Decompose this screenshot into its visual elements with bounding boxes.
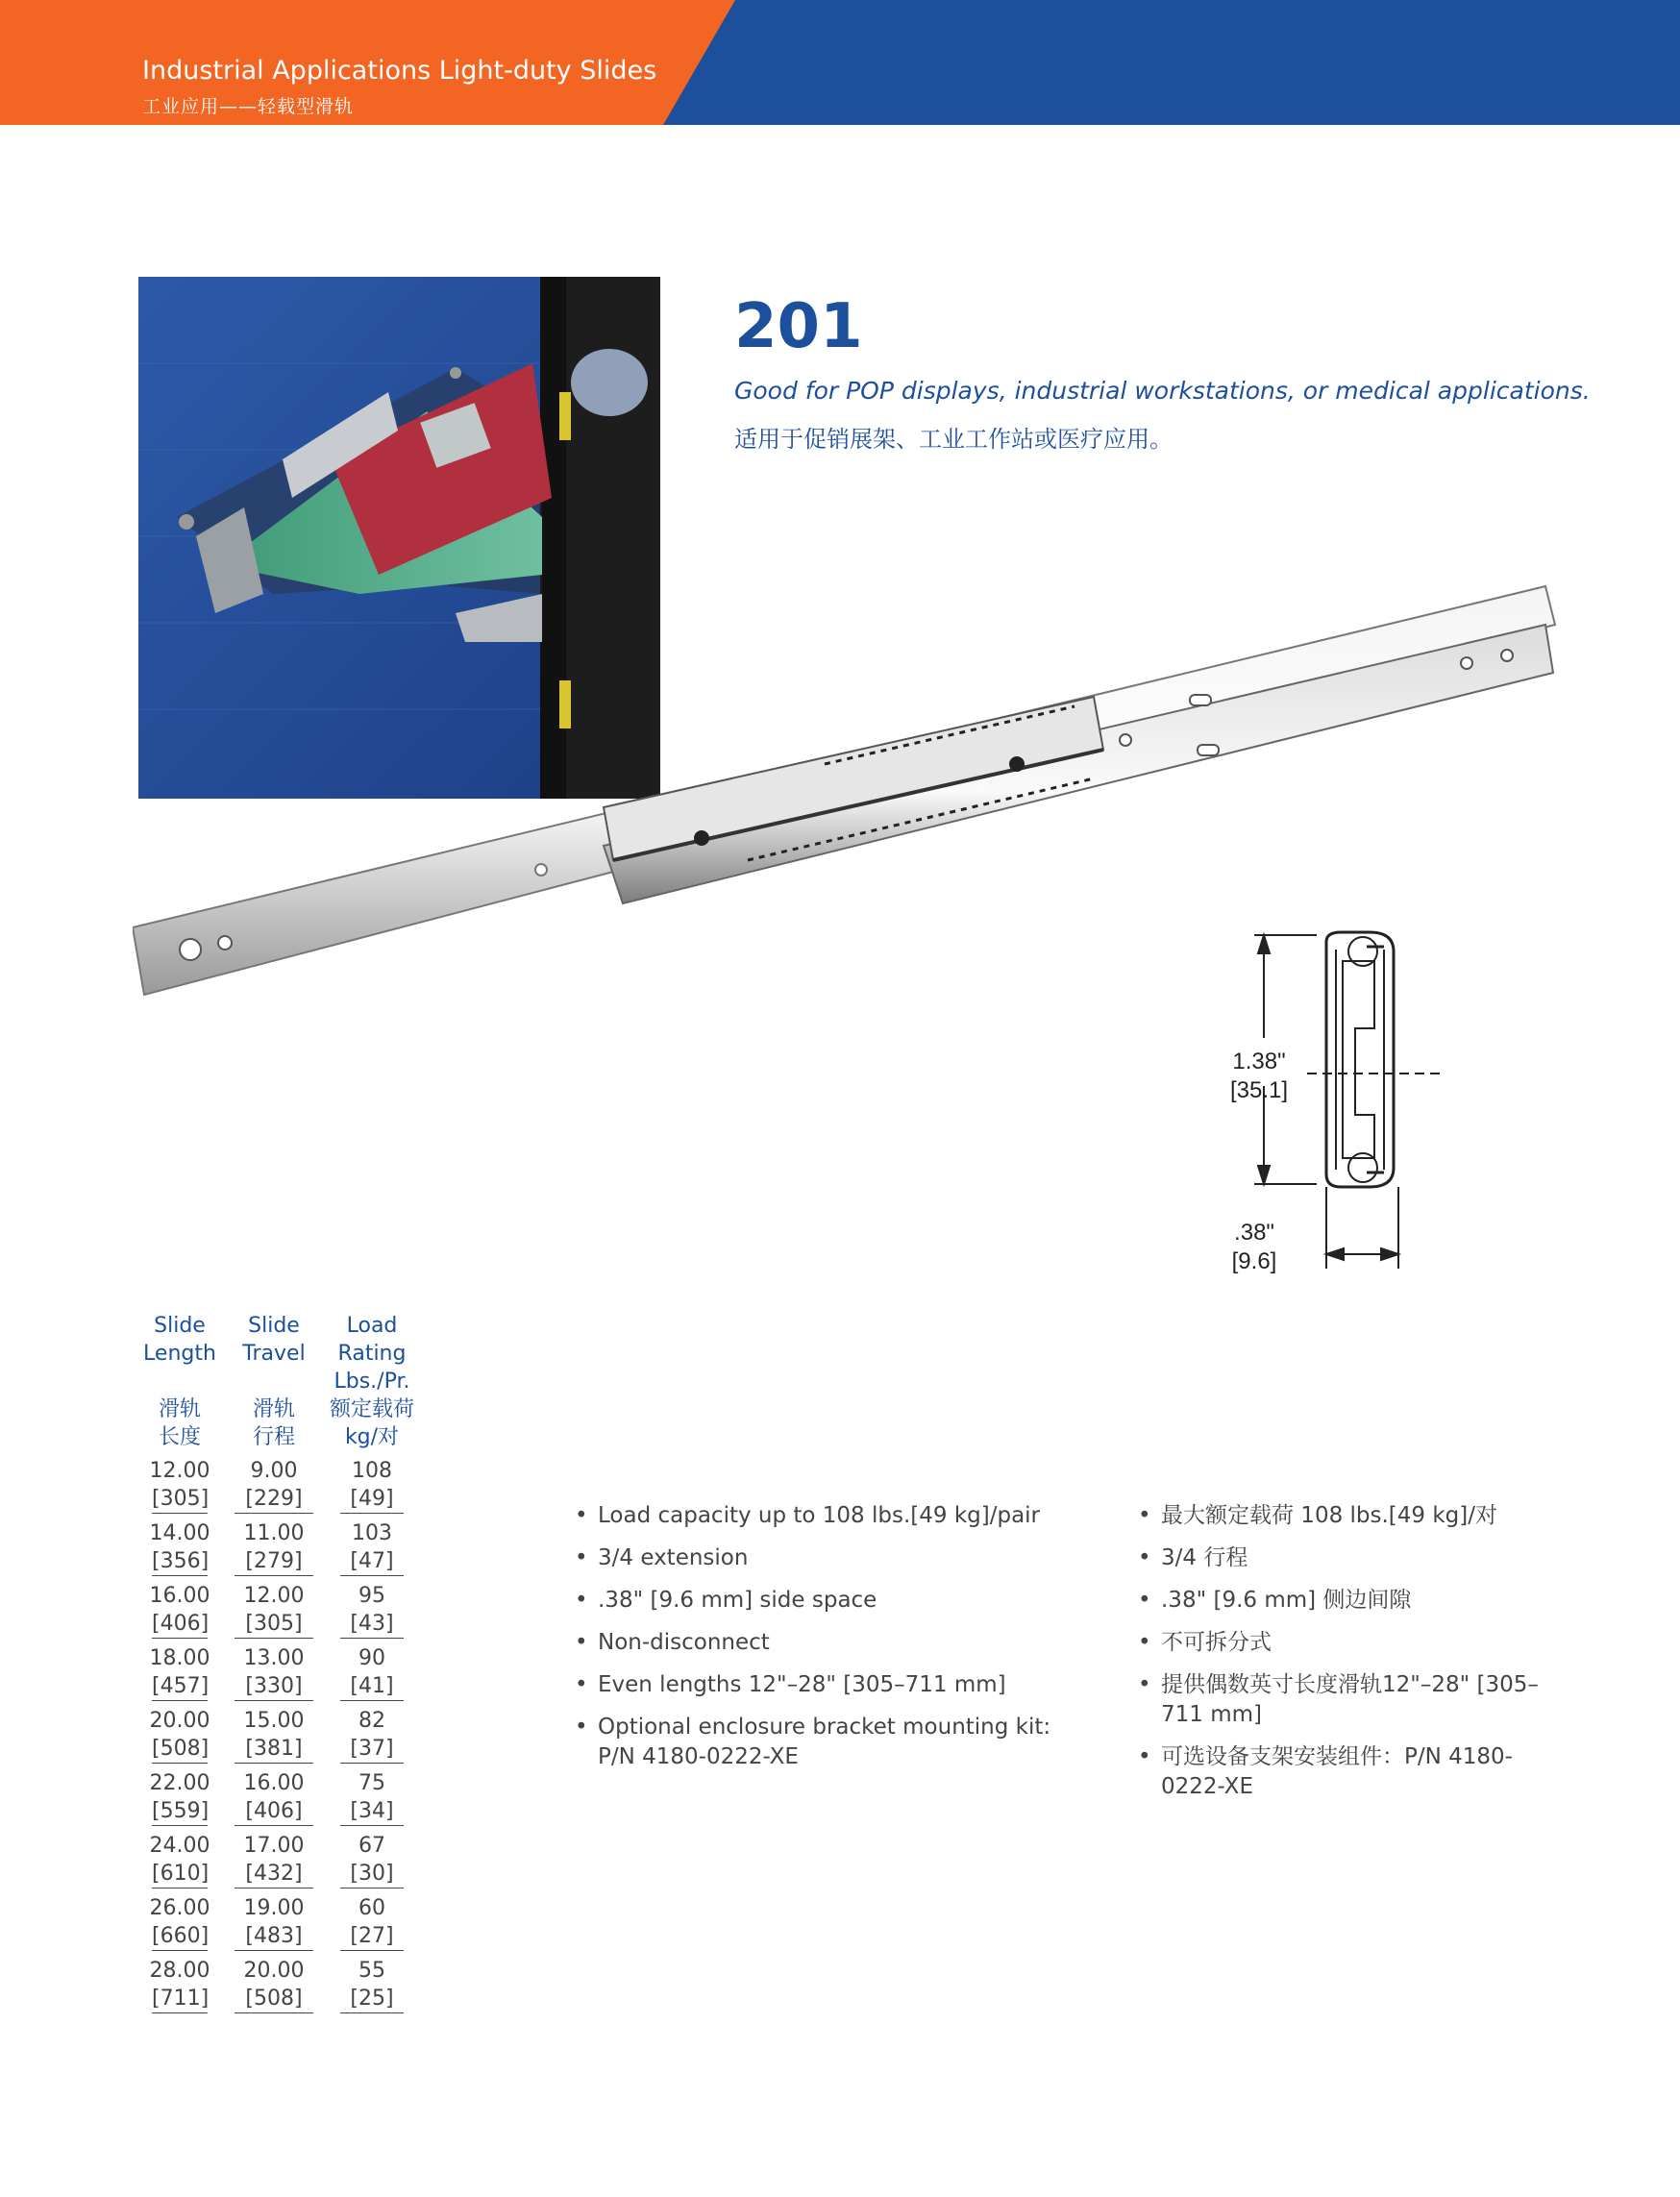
- table-cell: 24.00 [610]: [138, 1832, 221, 1888]
- table-cell: 18.00 [457]: [138, 1644, 221, 1701]
- table-cell: 13.00 [330]: [221, 1644, 327, 1701]
- table-cell: 103 [47]: [327, 1519, 417, 1576]
- height-mm: [35.1]: [1229, 1077, 1289, 1103]
- feature-item: • Even lengths 12"–28" [305–711 mm]: [571, 1670, 1071, 1700]
- table-cell: 15.00 [381]: [221, 1707, 327, 1764]
- feature-item: • .38" [9.6 mm] 侧边间隙: [1134, 1586, 1567, 1616]
- table-cell: 16.00 [406]: [138, 1582, 221, 1639]
- table-cell: 82 [37]: [327, 1707, 417, 1764]
- spec-table-body: [138, 1457, 417, 2013]
- feature-item: • 不可拆分式: [1134, 1628, 1567, 1658]
- header-band: [0, 0, 1680, 125]
- table-cell: 12.00 [305]: [221, 1582, 327, 1639]
- table-cell: 20.00 [508]: [221, 1957, 327, 2013]
- table-cell: 11.00 [279]: [221, 1519, 327, 1576]
- table-cell: 95 [43]: [327, 1582, 417, 1639]
- table-cell: 108 [49]: [327, 1457, 417, 1514]
- table-row: [138, 1832, 417, 1888]
- features-english: [571, 1501, 1071, 1785]
- table-cell: 20.00 [508]: [138, 1707, 221, 1764]
- table-row: [138, 1457, 417, 1514]
- width-inches: .38": [1234, 1220, 1274, 1246]
- table-row: [138, 1519, 417, 1576]
- feature-item: • 最大额定载荷 108 lbs.[49 kg]/对: [1134, 1501, 1567, 1531]
- table-cell: 55 [25]: [327, 1957, 417, 2013]
- feature-item: • Optional enclosure bracket mounting kit: P/N 4180-0222-XE: [571, 1713, 1071, 1772]
- table-cell: 75 [34]: [327, 1769, 417, 1826]
- table-cell: 17.00 [432]: [221, 1832, 327, 1888]
- spec-table-header: [138, 1312, 417, 1451]
- table-cell: 12.00 [305]: [138, 1457, 221, 1514]
- feature-item: • 3/4 行程: [1134, 1543, 1567, 1573]
- table-row: [138, 1769, 417, 1826]
- height-inches: 1.38": [1232, 1049, 1286, 1074]
- header-subtitle: 工业应用——轻载型滑轨: [142, 96, 355, 117]
- table-cell: 28.00 [711]: [138, 1957, 221, 2013]
- feature-item: • Non-disconnect: [571, 1628, 1071, 1658]
- table-cell: 26.00 [660]: [138, 1894, 221, 1951]
- table-cell: 16.00 [406]: [221, 1769, 327, 1826]
- spec-table: [138, 1312, 417, 2013]
- tagline-english: Good for POP displays, industrial workstations, or medical applications.: [734, 377, 1591, 405]
- table-cell: 9.00 [229]: [221, 1457, 327, 1514]
- header-title: Industrial Applications Light-duty Slides: [142, 56, 657, 86]
- header-slide-travel: Slide Travel 滑轨 行程: [242, 1314, 306, 1449]
- table-cell: 14.00 [356]: [138, 1519, 221, 1576]
- table-cell: 60 [27]: [327, 1894, 417, 1951]
- feature-item: • .38" [9.6 mm] side space: [571, 1586, 1071, 1616]
- width-dimension: [1219, 1219, 1290, 1276]
- tagline-chinese: 适用于促销展架、工业工作站或医疗应用。: [734, 426, 1173, 453]
- table-cell: 67 [30]: [327, 1832, 417, 1888]
- header-slide-length: Slide Length 滑轨 长度: [143, 1314, 216, 1449]
- width-mm: [9.6]: [1231, 1248, 1277, 1274]
- table-cell: 22.00 [559]: [138, 1769, 221, 1826]
- height-dimension: [1216, 1048, 1302, 1105]
- table-row: [138, 1644, 417, 1701]
- feature-item: • 提供偶数英寸长度滑轨12"–28" [305–711 mm]: [1134, 1670, 1567, 1730]
- table-row: [138, 1707, 417, 1764]
- table-cell: 19.00 [483]: [221, 1894, 327, 1951]
- feature-item: • 3/4 extension: [571, 1543, 1071, 1573]
- table-row: [138, 1957, 417, 2013]
- header-load-rating: Load Rating Lbs./Pr. 额定载荷 kg/对: [329, 1314, 414, 1449]
- feature-item: • Load capacity up to 108 lbs.[49 kg]/pair: [571, 1501, 1071, 1531]
- model-number: 201: [734, 291, 863, 362]
- table-cell: 90 [41]: [327, 1644, 417, 1701]
- feature-item: • 可选设备支架安装组件：P/N 4180-0222-XE: [1134, 1742, 1567, 1802]
- features-chinese: [1134, 1501, 1567, 1814]
- table-row: [138, 1894, 417, 1951]
- table-row: [138, 1582, 417, 1639]
